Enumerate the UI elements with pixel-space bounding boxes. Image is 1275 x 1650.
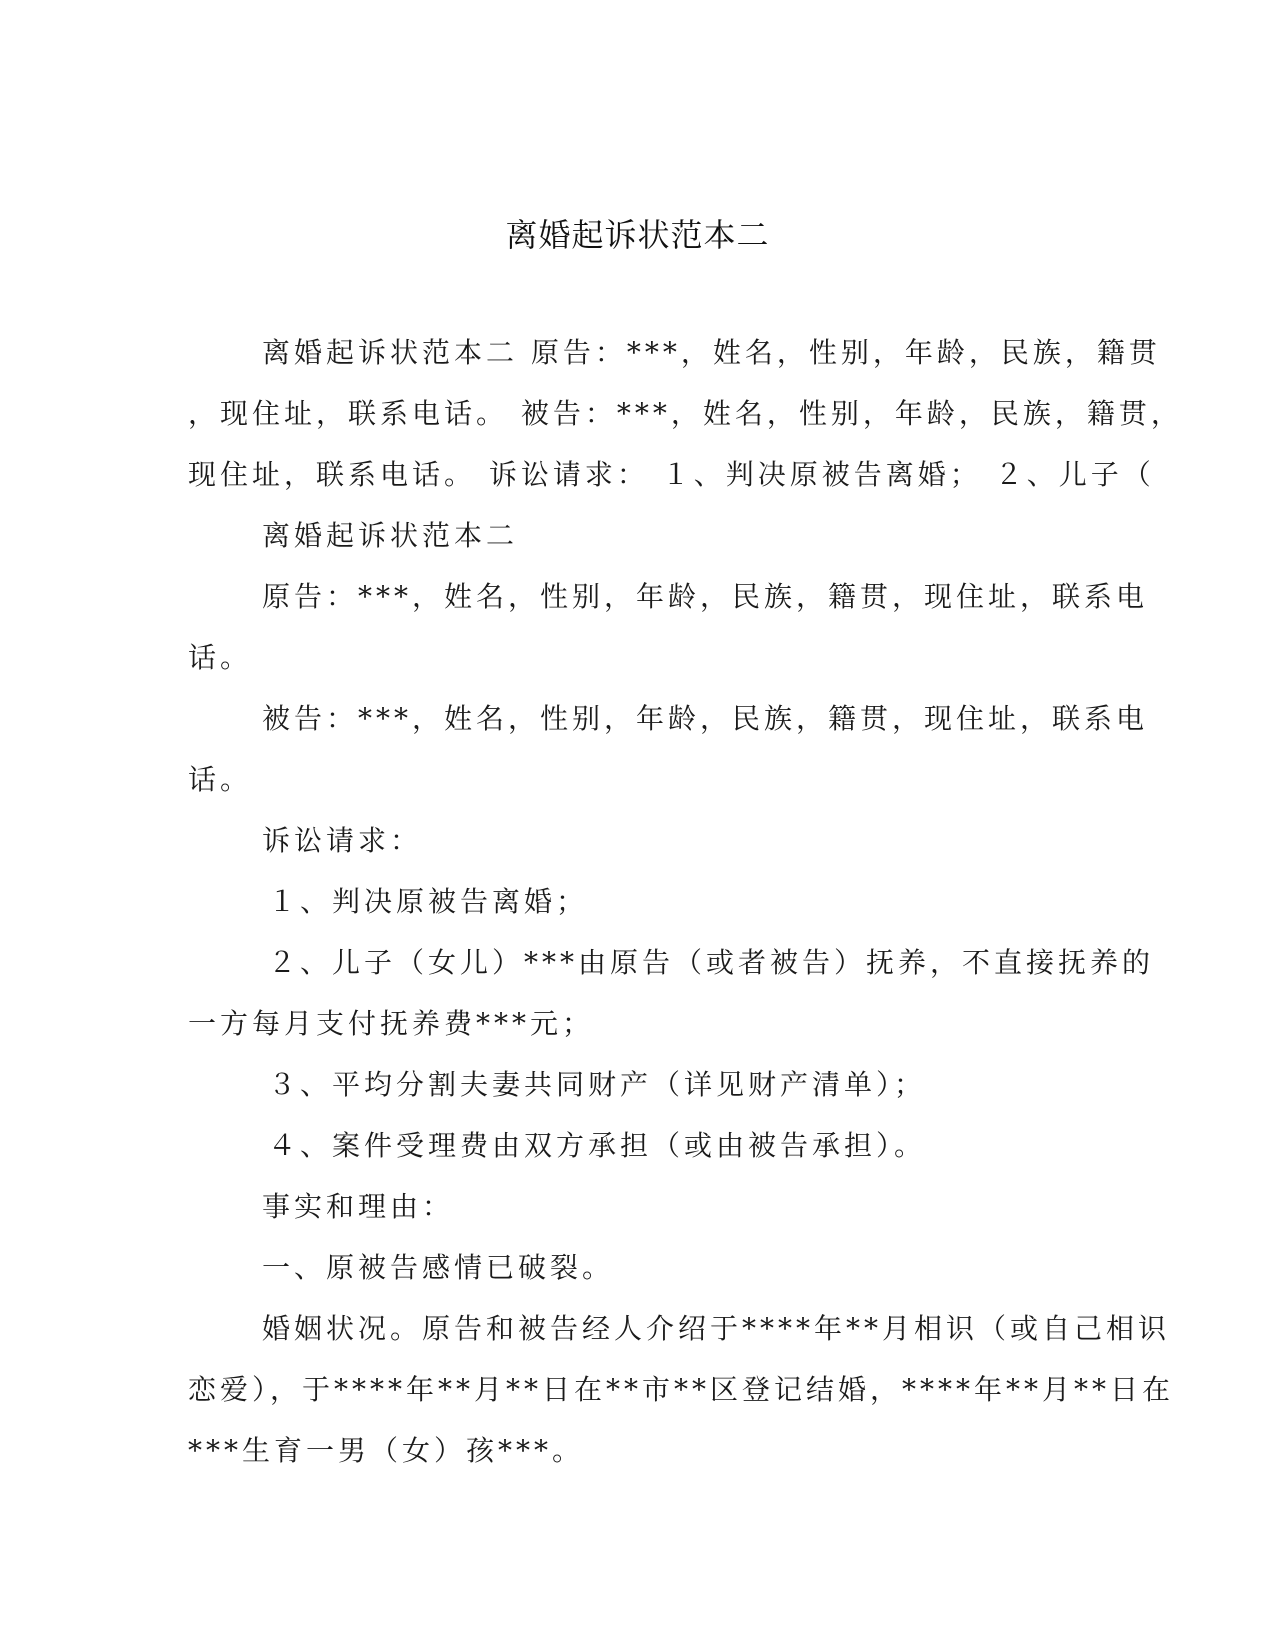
subtitle-line: 离婚起诉状范本二 — [262, 519, 519, 552]
claim-item-4: ４、案件受理费由双方承担（或由被告承担）。 — [268, 1129, 927, 1162]
claims-heading: 诉讼请求： — [262, 824, 423, 857]
marriage-status-line-1: 婚姻状况。原告和被告经人介绍于****年**月相识（或自己相识 — [262, 1312, 1171, 1345]
summary-line-2: ，现住址，联系电话。 被告：***，姓名，性别，年龄，民族，籍贯， — [188, 397, 1183, 430]
summary-line-3: 现住址，联系电话。 诉讼请求： １、判决原被告离婚； ２、儿子（ — [188, 458, 1155, 491]
summary-line-1: 离婚起诉状范本二 原告：***，姓名，性别，年龄，民族，籍贯 — [262, 336, 1161, 369]
facts-point-1: 一、原被告感情已破裂。 — [262, 1251, 615, 1284]
claim-item-2-line-2: 一方每月支付抚养费***元； — [188, 1007, 595, 1040]
plaintiff-line-2: 话。 — [188, 641, 253, 674]
document-title: 离婚起诉状范本二 — [505, 216, 770, 254]
claim-item-2-line-1: ２、儿子（女儿）***由原告（或者被告）抚养，不直接抚养的 — [268, 946, 1155, 979]
marriage-status-line-3: ***生育一男（女）孩***。 — [188, 1434, 585, 1467]
plaintiff-line-1: 原告：***，姓名，性别，年龄，民族，籍贯，现住址，联系电 — [262, 580, 1149, 613]
claim-item-1: １、判决原被告离婚； — [268, 885, 589, 918]
facts-heading: 事实和理由： — [262, 1190, 455, 1223]
claim-item-3: ３、平均分割夫妻共同财产（详见财产清单）； — [268, 1068, 927, 1101]
defendant-line-1: 被告：***，姓名，性别，年龄，民族，籍贯，现住址，联系电 — [262, 702, 1149, 735]
marriage-status-line-2: 恋爱），于****年**月**日在**市**区登记结婚，****年**月**日在 — [188, 1373, 1175, 1406]
defendant-line-2: 话。 — [188, 763, 253, 796]
document-body — [188, 322, 1183, 1481]
